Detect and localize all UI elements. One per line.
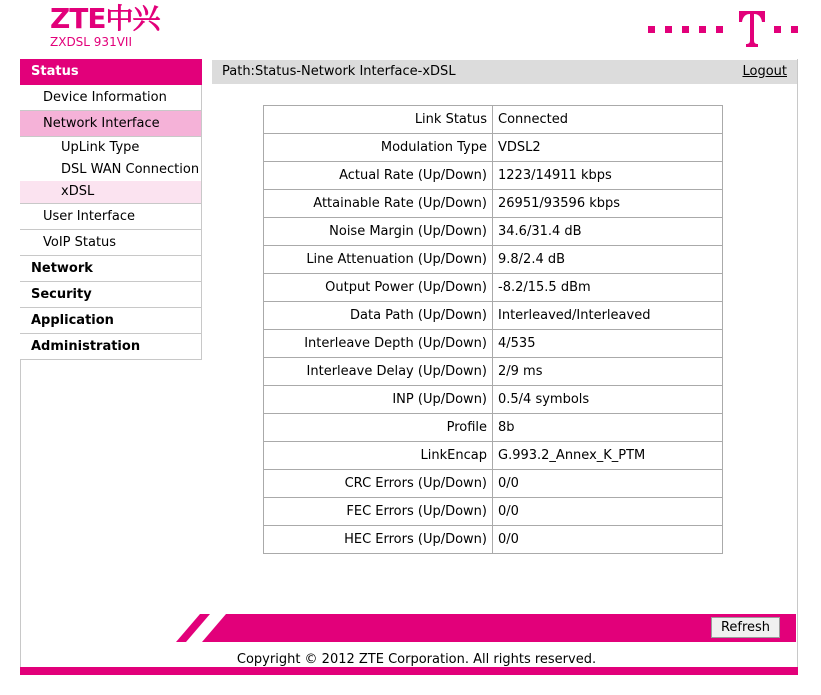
table-row xyxy=(264,414,723,442)
row-value: 0/0 xyxy=(493,526,723,554)
table-row xyxy=(264,274,723,302)
table-row xyxy=(264,162,723,190)
row-label: Modulation Type xyxy=(264,134,493,162)
table-row xyxy=(264,442,723,470)
sidebar-category-administration[interactable]: Administration xyxy=(20,334,202,360)
table-row xyxy=(264,246,723,274)
zte-logo xyxy=(50,4,160,49)
row-value: 0/0 xyxy=(493,470,723,498)
table-row xyxy=(264,470,723,498)
row-label: CRC Errors (Up/Down) xyxy=(264,470,493,498)
row-label: INP (Up/Down) xyxy=(264,386,493,414)
sidebar-category-network[interactable]: Network xyxy=(20,256,202,282)
sidebar-item-device-information[interactable]: Device Information xyxy=(20,85,202,111)
sidebar-item-voip-status[interactable]: VoIP Status xyxy=(20,230,202,256)
footer-bottom-bar xyxy=(20,667,798,675)
row-value: 8b xyxy=(493,414,723,442)
row-value: Interleaved/Interleaved xyxy=(493,302,723,330)
row-value: 4/535 xyxy=(493,330,723,358)
row-value: 2/9 ms xyxy=(493,358,723,386)
row-label: Interleave Depth (Up/Down) xyxy=(264,330,493,358)
row-value: 1223/14911 kbps xyxy=(493,162,723,190)
row-value: 0/0 xyxy=(493,498,723,526)
sidebar-subitem-xdsl[interactable]: xDSL xyxy=(20,181,202,204)
row-value: 26951/93596 kbps xyxy=(493,190,723,218)
sidebar-subitem-uplink-type[interactable]: UpLink Type xyxy=(20,137,202,159)
sidebar-item-network-interface[interactable]: Network Interface xyxy=(20,111,202,137)
row-value: 9.8/2.4 dB xyxy=(493,246,723,274)
table-row xyxy=(264,526,723,554)
sidebar-category-application[interactable]: Application xyxy=(20,308,202,334)
row-label: Data Path (Up/Down) xyxy=(264,302,493,330)
table-row xyxy=(264,498,723,526)
breadcrumb-bar xyxy=(212,60,797,84)
row-value: 34.6/31.4 dB xyxy=(493,218,723,246)
row-value: 0.5/4 symbols xyxy=(493,386,723,414)
xdsl-status-table xyxy=(263,105,723,554)
logout-link[interactable]: Logout xyxy=(742,64,787,79)
sidebar-category-security[interactable]: Security xyxy=(20,282,202,308)
row-value: Connected xyxy=(493,106,723,134)
table-row xyxy=(264,218,723,246)
row-label: Noise Margin (Up/Down) xyxy=(264,218,493,246)
table-row xyxy=(264,386,723,414)
row-label: Link Status xyxy=(264,106,493,134)
table-row xyxy=(264,190,723,218)
row-label: Interleave Delay (Up/Down) xyxy=(264,358,493,386)
brand-name: ZTE中兴 xyxy=(50,2,160,35)
table-row xyxy=(264,302,723,330)
row-value: G.993.2_Annex_K_PTM xyxy=(493,442,723,470)
row-label: HEC Errors (Up/Down) xyxy=(264,526,493,554)
copyright-text: Copyright © 2012 ZTE Corporation. All rights reserved. xyxy=(236,652,597,667)
sidebar xyxy=(20,59,202,360)
row-label: Attainable Rate (Up/Down) xyxy=(264,190,493,218)
row-label: Actual Rate (Up/Down) xyxy=(264,162,493,190)
model-name: ZXDSL 931VII xyxy=(50,35,132,49)
breadcrumb: Path:Status-Network Interface-xDSL xyxy=(222,64,456,79)
refresh-button[interactable]: Refresh xyxy=(711,617,780,638)
table-row xyxy=(264,358,723,386)
sidebar-item-user-interface[interactable]: User Interface xyxy=(20,204,202,230)
row-value: VDSL2 xyxy=(493,134,723,162)
table-row xyxy=(264,134,723,162)
row-label: FEC Errors (Up/Down) xyxy=(264,498,493,526)
sidebar-subitem-dsl-wan-connection[interactable]: DSL WAN Connection xyxy=(20,159,202,181)
row-label: Profile xyxy=(264,414,493,442)
row-label: Line Attenuation (Up/Down) xyxy=(264,246,493,274)
row-value: -8.2/15.5 dBm xyxy=(493,274,723,302)
table-row xyxy=(264,330,723,358)
sidebar-status-header[interactable]: Status xyxy=(20,59,202,85)
footer-band xyxy=(176,614,796,642)
row-label: Output Power (Up/Down) xyxy=(264,274,493,302)
telekom-logo xyxy=(648,10,798,48)
table-row xyxy=(264,106,723,134)
row-label: LinkEncap xyxy=(264,442,493,470)
